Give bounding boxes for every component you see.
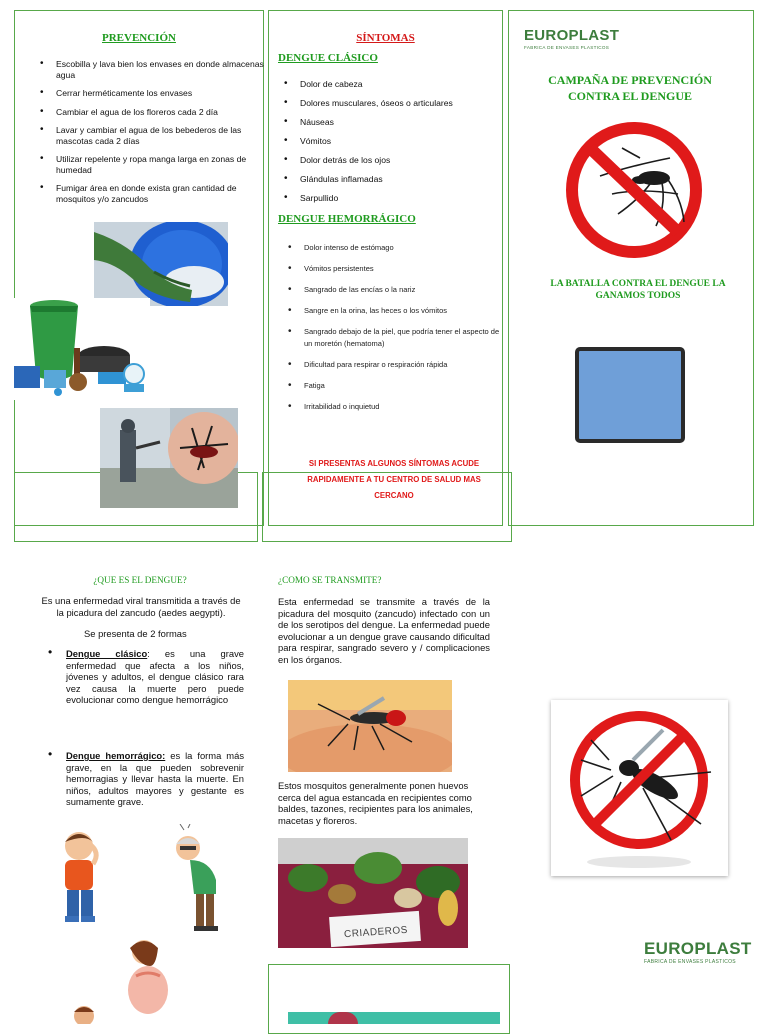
banner-dot [328, 1012, 358, 1024]
list-item: • Utilizar repelente y ropa manga larga en zonas de humedad [56, 154, 272, 175]
teal-banner-image [288, 1012, 500, 1024]
mosquito-on-skin-image [288, 680, 452, 772]
prevencion-title: PREVENCIÓN [102, 32, 176, 44]
sick-child-illustration [55, 824, 105, 928]
list-item: • Dolor intenso de estómago [304, 242, 504, 254]
list-item: • Sarpullido [300, 193, 515, 203]
bullet: • [48, 645, 53, 659]
dengue-hemorragico-paragraph [48, 747, 245, 808]
transmite-paragraph-1: Esta enfermedad se transmite a través de la picadura del mosquito (zancudo) infectado con un de los serotipos del dengue. La enfermedad puede evolucionar a un dengue grave causando dificultad para respirar, sangrado severo y / complicaciones en los órganos. [278, 596, 490, 665]
list-item: • Vómitos [300, 136, 515, 146]
dengue-clasico-term: Dengue clásico [66, 648, 148, 659]
blue-square-image [575, 347, 685, 443]
forms-label: Se presenta de 2 formas [84, 628, 187, 639]
no-mosquito-icon [560, 118, 710, 264]
list-item: • Náuseas [300, 117, 515, 127]
fumigation-image [100, 408, 238, 508]
list-item: • Fatiga [304, 380, 504, 392]
list-item: • Fumigar área en donde exista gran cantidad de mosquitos y/o zancudos [56, 183, 272, 204]
criaderos-image [278, 838, 468, 948]
que-es-intro: Es una enfermedad viral transmitida a través de la picadura del zancudo (aedes aegypti). [41, 595, 241, 618]
list-item: • Escobilla y lava bien los envases en donde almacenas agua [56, 59, 272, 80]
list-item: • Sangrado debajo de la piel, que podría tener el aspecto de un moretón (hematoma) [304, 326, 504, 350]
list-item: • Sangrado de las encías o la nariz [304, 284, 504, 296]
transmite-paragraph-2: Estos mosquitos generalmente ponen huevos cerca del agua estancada en recipientes como baldes, tazones, recipientes para los animales, macetas y floreros. [278, 780, 473, 826]
pregnant-woman-illustration [120, 936, 172, 1024]
campaign-title: CAMPAÑA DE PREVENCIÓN CONTRA EL DENGUE [548, 73, 712, 103]
europlast-logo: EUROPLAST FABRICA DE ENVASES PLASTICOS [524, 27, 620, 50]
criaderos-sign: CRIADEROS [343, 924, 409, 941]
list-item: • Dolores musculares, óseos o articulares [300, 98, 515, 108]
glove-washing-image [94, 222, 228, 306]
dengue-hemorragico-term: Dengue hemorrágico: [66, 750, 166, 761]
sick-person-illustration [70, 1002, 100, 1024]
prevencion-list [34, 59, 272, 212]
dengue-clasico-title: DENGUE CLÁSICO [278, 52, 378, 64]
dengue-clasico-text: : es una grave enfermedad que afecta a los niños, jóvenes y adultos, el dengue clásico rara vez causa la muerte pero puede evolucionar como dengue hemorrágico [66, 648, 244, 706]
list-item: • Dolor de cabeza [300, 79, 515, 89]
sintomas-title: SÍNTOMAS [356, 32, 415, 44]
europlast-logo-back: EUROPLAST FABRICA DE ENVASES PLASTICOS [644, 939, 752, 965]
cleaning-supplies-image [14, 298, 150, 400]
list-item: • Irritabilidad o inquietud [304, 401, 504, 413]
list-item: • Dificultad para respirar o respiración rápida [304, 359, 504, 371]
dengue-hemorragico-title: DENGUE HEMORRÁGICO [278, 213, 416, 225]
dengue-hemorragico-text: es la forma más grave, en la que pueden sobrevenir hemorragias y llevar hasta la muerte. En niños, adultos mayores y gestante es sumamente grave. [66, 750, 245, 808]
list-item: • Glándulas inflamadas [300, 174, 515, 184]
campaign-tagline: LA BATALLA CONTRA EL DENGUE LA GANAMOS TODOS [550, 279, 726, 301]
hemorragico-symptoms-list [282, 242, 504, 422]
dengue-clasico-paragraph [48, 645, 244, 706]
list-item: • Sangre en la orina, las heces o los vómitos [304, 305, 504, 317]
list-item: • Dolor detrás de los ojos [300, 155, 515, 165]
list-item: • Lavar y cambiar el agua de los bebederos de las mascotas cada 2 días [56, 125, 272, 146]
health-center-alert: SI PRESENTAS ALGUNOS SÍNTOMAS ACUDE RAPIDAMENTE A TU CENTRO DE SALUD MAS CERCANO [307, 459, 481, 500]
elderly-man-illustration [170, 824, 226, 934]
list-item: • Vómitos persistentes [304, 263, 504, 275]
que-es-title: ¿QUE ES EL DENGUE? [93, 575, 187, 585]
bullet: • [48, 747, 53, 761]
clasico-symptoms-list [278, 79, 515, 212]
list-item: • Cambiar el agua de los floreros cada 2 día [56, 107, 272, 118]
transmite-title: ¿COMO SE TRANSMITE? [278, 575, 382, 585]
no-mosquito-photo [551, 700, 728, 876]
list-item: • Cerrar herméticamente los envases [56, 88, 272, 99]
